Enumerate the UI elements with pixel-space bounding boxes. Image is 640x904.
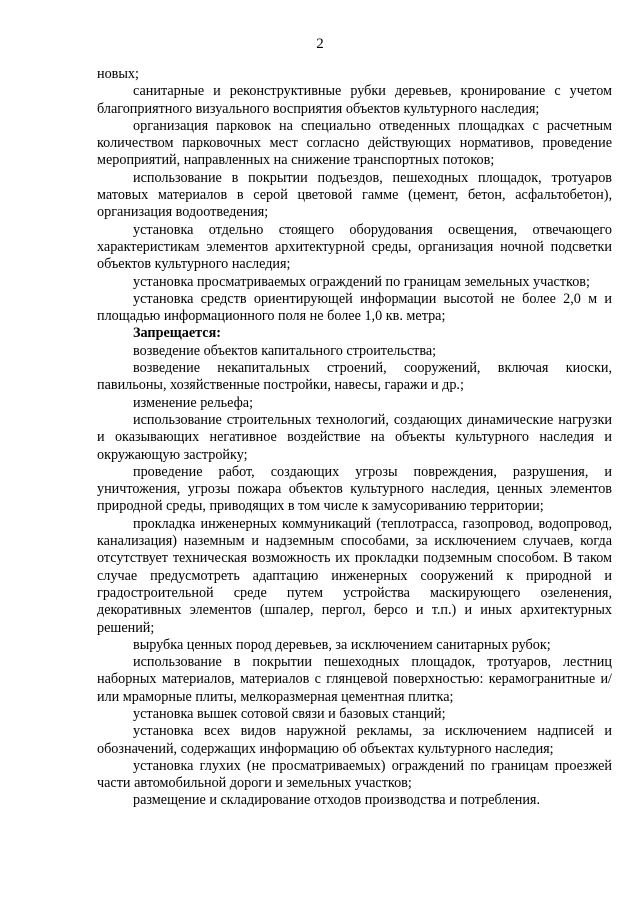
paragraph: установка просматриваемых ограждений по границам земельных участков; <box>133 273 590 290</box>
prohibited-item: установка глухих (не просматриваемых) ограждений по границам проезжей части автомобильной дороги и земельных участков; <box>97 757 612 792</box>
prohibited-item: установка всех видов наружной рекламы, за исключением надписей и обозначений, содержащих информацию об объектах культурного наследия; <box>97 723 612 757</box>
prohibited-item: использование строительных технологий, создающих динамические нагрузки и оказывающих негативное воздействие на объекты культурного наследия и окружающую застройку; <box>97 411 612 463</box>
prohibited-item: использование в покрытии пешеходных площадок, тротуаров, лестниц наборных материалов, материалов с глянцевой поверхностью: керамогранитные и/или мраморные плиты, мелкоразмерная цементная плитка; <box>97 654 612 705</box>
prohibited-item: возведение объектов капитального строительства; <box>133 342 437 359</box>
document-body <box>97 66 612 810</box>
page-number: 2 <box>316 36 324 52</box>
paragraph: использование в покрытии подъездов, пешеходных площадок, тротуаров матовых материалов в серой цветовой гамме (цемент, бетон, асфальтобетон), организация водоотведения; <box>97 169 612 221</box>
paragraph: установка средств ориентирующей информации высотой не более 2,0 м и площадью информационного поля не более 1,0 кв. метра; <box>97 290 612 325</box>
prohibited-item: вырубка ценных пород деревьев, за исключением санитарных рубок; <box>133 636 551 653</box>
paragraph: санитарные и реконструктивные рубки деревьев, кронирование с учетом благоприятного визуального восприятия объектов культурного наследия; <box>97 83 612 117</box>
prohibited-item: проведение работ, создающих угрозы повреждения, разрушения, и уничтожения, угрозы пожара объектов культурного наследия, ценных элементов природной среды, приводящих в том числе к замусориванию территории; <box>97 463 612 515</box>
prohibited-item: размещение и складирование отходов производства и потребления. <box>133 792 541 809</box>
paragraph: установка отдельно стоящего оборудования освещения, отвечающего характеристикам элементов архитектурной среды, организация ночной подсветки объектов культурного наследия; <box>97 221 612 273</box>
paragraph: организация парковок на специально отведенных площадках с расчетным количеством парковочных мест согласно действующих нормативов, проведение мероприятий, направленных на снижение транспортных потоков; <box>97 117 612 169</box>
prohibited-item: изменение рельефа; <box>133 394 254 411</box>
prohibited-heading: Запрещается: <box>133 325 221 342</box>
paragraph: новых; <box>97 66 139 82</box>
prohibited-item: установка вышек сотовой связи и базовых станций; <box>133 705 446 722</box>
prohibited-item: прокладка инженерных коммуникаций (теплотрасса, газопровод, водопровод, канализация) наземным и надземным способами, за исключением случаев, когда отсутствует техническая возможность их прокладки подземным способом. В таком случае предусмотреть адаптацию инженерных сооружений к природной и градостроительной среде путем устройства маскирующего озеленения, декоративных элементов (шпалер, пергол, берсо и т.п.) и иных архитектурных решений; <box>97 515 612 636</box>
prohibited-item: возведение некапитальных строений, сооружений, включая киоски, павильоны, хозяйственные постройки, навесы, гаражи и др.; <box>97 360 612 394</box>
